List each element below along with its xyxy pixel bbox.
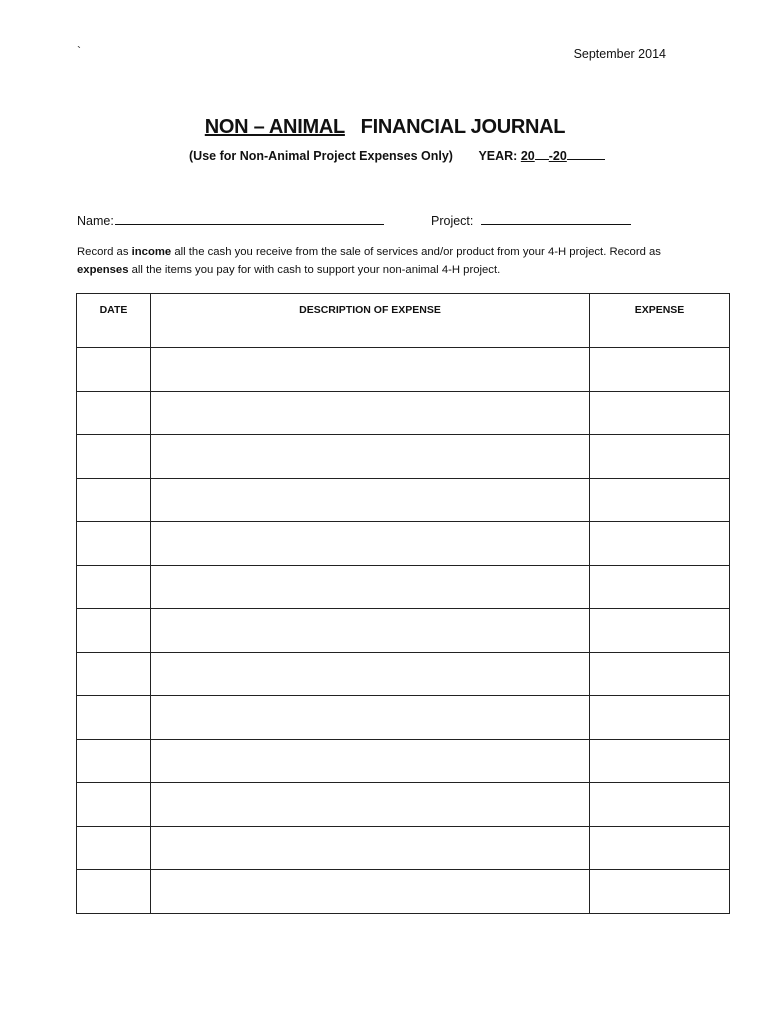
project-blank[interactable]: [481, 211, 631, 225]
year-label: YEAR:: [478, 149, 518, 163]
date-cell[interactable]: [77, 522, 151, 566]
expense-table: [76, 293, 730, 914]
description-cell[interactable]: [151, 391, 590, 435]
description-cell[interactable]: [151, 348, 590, 392]
description-cell[interactable]: [151, 652, 590, 696]
expense-cell[interactable]: [590, 478, 730, 522]
description-cell[interactable]: [151, 696, 590, 740]
description-cell[interactable]: [151, 435, 590, 479]
table-row: [77, 783, 730, 827]
stray-mark: `: [77, 44, 81, 58]
expense-cell[interactable]: [590, 739, 730, 783]
date-cell[interactable]: [77, 478, 151, 522]
date-cell[interactable]: [77, 870, 151, 914]
year-end-blank[interactable]: [567, 147, 605, 160]
expense-cell[interactable]: [590, 391, 730, 435]
expense-cell[interactable]: [590, 565, 730, 609]
table-row: [77, 565, 730, 609]
table-header-row: [77, 294, 730, 348]
date-cell[interactable]: [77, 652, 151, 696]
date-cell[interactable]: [77, 739, 151, 783]
name-field: [77, 211, 384, 228]
instructions-income: income: [131, 246, 172, 258]
date-cell[interactable]: [77, 435, 151, 479]
table-row: [77, 435, 730, 479]
title-non-animal: NON – ANIMAL: [204, 116, 345, 138]
revision-date: September 2014: [573, 47, 666, 61]
header-description: DESCRIPTION OF EXPENSE: [151, 294, 590, 348]
header-date: DATE: [77, 294, 151, 348]
description-cell[interactable]: [151, 739, 590, 783]
table-row: [77, 870, 730, 914]
table-row: [77, 348, 730, 392]
name-blank[interactable]: [115, 211, 384, 225]
table-row: [77, 609, 730, 653]
table-row: [77, 696, 730, 740]
header-expense: EXPENSE: [590, 294, 730, 348]
table-row: [77, 652, 730, 696]
usage-note: (Use for Non-Animal Project Expenses Only): [189, 149, 453, 163]
expense-cell[interactable]: [590, 348, 730, 392]
year-end: -20: [548, 149, 567, 163]
page-title: [0, 116, 770, 139]
description-cell[interactable]: [151, 522, 590, 566]
table-row: [77, 739, 730, 783]
expense-cell[interactable]: [590, 870, 730, 914]
expense-cell[interactable]: [590, 609, 730, 653]
instructions-text: all the cash you receive from the sale of services and/or product from your 4-H project. Record as: [171, 246, 661, 258]
expense-cell[interactable]: [590, 783, 730, 827]
expense-cell[interactable]: [590, 826, 730, 870]
description-cell[interactable]: [151, 565, 590, 609]
description-cell[interactable]: [151, 609, 590, 653]
description-cell[interactable]: [151, 870, 590, 914]
table-row: [77, 826, 730, 870]
title-financial-journal: FINANCIAL JOURNAL: [360, 116, 566, 138]
expense-cell[interactable]: [590, 522, 730, 566]
expense-cell[interactable]: [590, 652, 730, 696]
date-cell[interactable]: [77, 609, 151, 653]
date-cell[interactable]: [77, 348, 151, 392]
year-start-blank[interactable]: [535, 147, 549, 160]
subtitle: [189, 147, 605, 163]
name-label: Name:: [77, 214, 114, 228]
year-start: 20: [520, 149, 535, 163]
date-cell[interactable]: [77, 565, 151, 609]
table-row: [77, 391, 730, 435]
expense-cell[interactable]: [590, 696, 730, 740]
expense-cell[interactable]: [590, 435, 730, 479]
date-cell[interactable]: [77, 391, 151, 435]
table-row: [77, 478, 730, 522]
instructions: [77, 243, 697, 279]
project-field: [431, 211, 631, 228]
description-cell[interactable]: [151, 478, 590, 522]
instructions-text: Record as: [77, 246, 132, 258]
date-cell[interactable]: [77, 696, 151, 740]
project-label: Project:: [431, 214, 474, 228]
date-cell[interactable]: [77, 826, 151, 870]
instructions-text: all the items you pay for with cash to support your non-animal 4-H project.: [128, 264, 501, 276]
table-row: [77, 522, 730, 566]
instructions-expenses: expenses: [77, 264, 129, 276]
date-cell[interactable]: [77, 783, 151, 827]
description-cell[interactable]: [151, 783, 590, 827]
description-cell[interactable]: [151, 826, 590, 870]
